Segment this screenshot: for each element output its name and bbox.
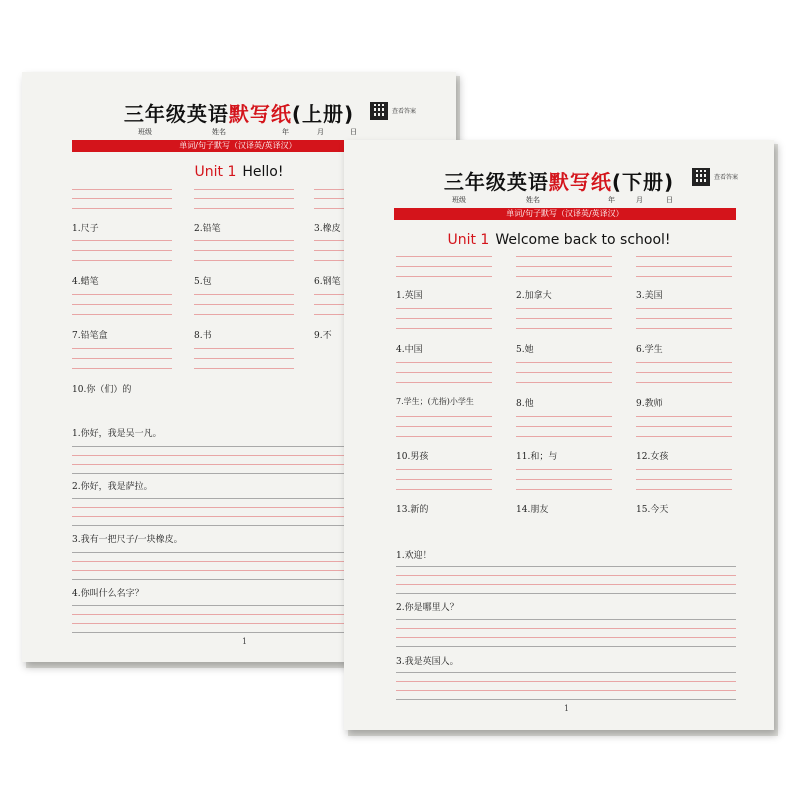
- left-line: [72, 498, 354, 499]
- right-word-4: 4.中国: [396, 345, 423, 355]
- right-line: [636, 256, 732, 257]
- right-class-label: 班级: [452, 196, 466, 204]
- left-line: [72, 260, 172, 261]
- right-line: [516, 266, 612, 267]
- left-unit-number: Unit 1: [194, 164, 237, 180]
- left-title-main: 三年级英语: [123, 102, 229, 126]
- right-sentence-2: 2.你是哪里人？: [396, 603, 459, 613]
- right-sentence-3: 3.我是英国人。: [396, 657, 459, 667]
- right-line: [396, 672, 736, 673]
- right-line: [516, 436, 612, 437]
- left-word-1: 1.尺子: [72, 224, 99, 234]
- left-line: [194, 260, 294, 261]
- left-line: [72, 516, 354, 517]
- right-month-label: 月: [636, 196, 643, 204]
- left-word-7: 7.铅笔盒: [72, 331, 108, 341]
- right-sentence-1: 1.欢迎！: [396, 551, 432, 561]
- left-line: [194, 294, 294, 295]
- left-sentence-1: 1.你好，我是吴一凡。: [72, 429, 162, 439]
- left-line: [72, 473, 354, 474]
- right-unit-heading: [344, 232, 774, 248]
- left-line: [72, 368, 172, 369]
- left-line: [72, 525, 354, 526]
- left-line: [72, 189, 172, 190]
- right-line: [396, 619, 736, 620]
- left-word-10: 10.你（们）的: [72, 385, 132, 395]
- right-word-5: 5.她: [516, 345, 534, 355]
- right-line: [516, 382, 612, 383]
- left-line: [72, 464, 354, 465]
- right-instruction-banner: 单词/句子默写（汉译英/英译汉）: [394, 208, 736, 220]
- right-line: [396, 637, 736, 638]
- right-line: [636, 318, 732, 319]
- right-line: [396, 575, 736, 576]
- left-line: [194, 358, 294, 359]
- left-day-label: 日: [350, 128, 357, 136]
- left-class-label: 班级: [138, 128, 152, 136]
- left-line: [72, 314, 172, 315]
- right-line: [396, 328, 492, 329]
- right-line: [396, 699, 736, 700]
- left-year-label: 年: [282, 128, 289, 136]
- right-title-highlight: 默写纸: [548, 170, 612, 194]
- right-line: [636, 469, 732, 470]
- right-line: [396, 489, 492, 490]
- left-title-volume: (上册): [291, 102, 355, 126]
- right-line: [516, 426, 612, 427]
- right-line: [396, 690, 736, 691]
- right-line: [396, 469, 492, 470]
- right-line: [396, 426, 492, 427]
- left-line: [72, 294, 172, 295]
- left-line: [194, 250, 294, 251]
- right-word-7: 7.学生；(尤指)小学生: [396, 397, 474, 406]
- left-sentence-4: 4.你叫什么名字？: [72, 589, 144, 599]
- left-page-number: 1: [242, 637, 248, 646]
- left-line: [72, 579, 354, 580]
- right-line: [636, 328, 732, 329]
- right-word-15: 15.今天: [636, 505, 669, 515]
- right-word-1: 1.英国: [396, 291, 423, 301]
- right-line: [396, 318, 492, 319]
- right-line: [396, 593, 736, 594]
- left-line: [72, 208, 172, 209]
- left-name-label: 姓名: [212, 128, 226, 136]
- right-line: [516, 256, 612, 257]
- right-title-main: 三年级英语: [443, 170, 549, 194]
- right-line: [396, 628, 736, 629]
- right-line: [516, 328, 612, 329]
- left-month-label: 月: [317, 128, 324, 136]
- left-qr-label: 查看答案: [392, 108, 417, 115]
- right-line: [636, 276, 732, 277]
- right-word-13: 13.新的: [396, 505, 429, 515]
- left-line: [194, 208, 294, 209]
- right-line: [636, 426, 732, 427]
- left-instruction-banner: 单词/句子默写（汉译英/英译汉）: [72, 140, 404, 152]
- right-unit-number: Unit 1: [447, 232, 490, 248]
- right-line: [396, 646, 736, 647]
- right-line: [636, 382, 732, 383]
- right-worksheet: [344, 140, 774, 730]
- right-word-2: 2.加拿大: [516, 291, 552, 301]
- right-line: [396, 416, 492, 417]
- right-word-8: 8.他: [516, 399, 534, 409]
- right-line: [396, 436, 492, 437]
- right-line: [636, 372, 732, 373]
- right-line: [636, 416, 732, 417]
- right-line: [516, 372, 612, 373]
- right-word-9: 9.教师: [636, 399, 663, 409]
- right-line: [396, 566, 736, 567]
- right-line: [396, 256, 492, 257]
- right-line: [516, 308, 612, 309]
- right-line: [396, 276, 492, 277]
- left-line: [72, 570, 354, 571]
- left-line: [72, 198, 172, 199]
- right-word-14: 14.朋友: [516, 505, 549, 515]
- right-word-12: 12.女孩: [636, 452, 669, 462]
- left-line: [194, 189, 294, 190]
- right-line: [396, 362, 492, 363]
- left-line: [194, 304, 294, 305]
- right-line: [396, 382, 492, 383]
- right-day-label: 日: [666, 196, 673, 204]
- right-line: [516, 362, 612, 363]
- left-unit-title: Hello!: [242, 164, 284, 180]
- left-sentence-2: 2.你好，我是萨拉。: [72, 482, 153, 492]
- left-line: [72, 250, 172, 251]
- left-line: [72, 455, 354, 456]
- left-line: [72, 605, 354, 606]
- left-word-2: 2.铅笔: [194, 224, 221, 234]
- left-qr-code-icon: [370, 102, 388, 120]
- left-word-5: 5.包: [194, 277, 212, 287]
- right-year-label: 年: [608, 196, 615, 204]
- right-line: [636, 436, 732, 437]
- right-line: [396, 681, 736, 682]
- left-line: [72, 358, 172, 359]
- right-line: [636, 362, 732, 363]
- right-word-10: 10.男孩: [396, 452, 429, 462]
- left-line: [194, 198, 294, 199]
- left-line: [72, 561, 354, 562]
- left-word-9: 9.不: [314, 331, 332, 341]
- right-line: [396, 308, 492, 309]
- left-line: [194, 348, 294, 349]
- right-line: [516, 469, 612, 470]
- right-line: [516, 416, 612, 417]
- left-line: [72, 446, 354, 447]
- right-line: [516, 479, 612, 480]
- left-word-4: 4.蜡笔: [72, 277, 99, 287]
- left-word-3: 3.橡皮: [314, 224, 341, 234]
- left-line: [72, 240, 172, 241]
- left-line: [72, 614, 354, 615]
- right-name-label: 姓名: [526, 196, 540, 204]
- left-line: [72, 348, 172, 349]
- left-line: [72, 304, 172, 305]
- right-word-6: 6.学生: [636, 345, 663, 355]
- right-line: [516, 276, 612, 277]
- right-unit-title: Welcome back to school!: [495, 232, 671, 248]
- left-line: [194, 368, 294, 369]
- right-line: [636, 266, 732, 267]
- right-line: [396, 584, 736, 585]
- right-qr-code-icon: [692, 168, 710, 186]
- left-line: [72, 623, 354, 624]
- left-title-highlight: 默写纸: [228, 102, 292, 126]
- left-line: [194, 314, 294, 315]
- left-line: [72, 552, 354, 553]
- right-qr-label: 查看答案: [714, 174, 739, 181]
- right-page-number: 1: [564, 704, 570, 713]
- left-word-8: 8.书: [194, 331, 212, 341]
- right-line: [396, 266, 492, 267]
- right-word-3: 3.美国: [636, 291, 663, 301]
- right-line: [636, 479, 732, 480]
- right-line: [636, 308, 732, 309]
- right-line: [396, 479, 492, 480]
- left-word-6: 6.钢笔: [314, 277, 341, 287]
- left-line: [72, 632, 354, 633]
- right-word-11: 11.和；与: [516, 452, 558, 462]
- right-line: [636, 489, 732, 490]
- right-line: [516, 489, 612, 490]
- left-line: [72, 507, 354, 508]
- right-line: [516, 318, 612, 319]
- left-line: [194, 240, 294, 241]
- right-line: [396, 372, 492, 373]
- left-sentence-3: 3.我有一把尺子/一块橡皮。: [72, 535, 183, 545]
- left-title: [22, 98, 456, 127]
- right-title-volume: (下册): [611, 170, 675, 194]
